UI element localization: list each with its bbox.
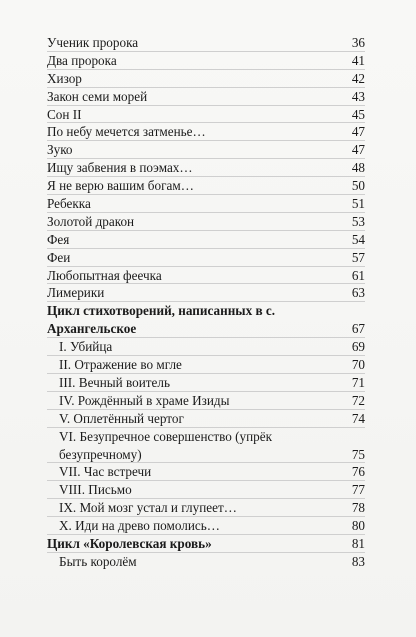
toc-subentry-title: II. Отражение во мгле bbox=[59, 357, 182, 373]
toc-subentry bbox=[47, 553, 365, 571]
toc-entry-title: Ребекка bbox=[47, 196, 91, 212]
toc-entry bbox=[47, 284, 365, 302]
toc-subentry-page: 76 bbox=[351, 464, 365, 480]
toc-entry bbox=[47, 141, 365, 159]
toc-subentry bbox=[47, 463, 365, 481]
toc-entry-title: Ищу забвения в поэмах… bbox=[47, 160, 193, 176]
toc-entry-page: 41 bbox=[351, 52, 365, 68]
toc-cycle-heading bbox=[47, 535, 365, 553]
toc-entry bbox=[47, 159, 365, 177]
toc-cycle-title bbox=[47, 302, 275, 338]
toc-subentry-title: IV. Рождённый в храме Изиды bbox=[59, 392, 230, 408]
toc-entry bbox=[47, 213, 365, 231]
toc-entry-page: 42 bbox=[351, 70, 365, 86]
toc-subentry-page: 70 bbox=[351, 357, 365, 373]
toc-entry-title: По небу мечется затменье… bbox=[47, 124, 206, 140]
toc-subentry-page: 78 bbox=[351, 500, 365, 516]
toc-entry-page: 50 bbox=[351, 178, 365, 194]
toc-entry bbox=[47, 123, 365, 141]
toc-cycle-page: 67 bbox=[351, 321, 365, 337]
toc-entry-page: 54 bbox=[351, 231, 365, 247]
toc-subentry-title: X. Иди на древо помолись… bbox=[59, 518, 220, 534]
toc-entry-title: Хизор bbox=[47, 70, 82, 86]
toc-subentry bbox=[47, 356, 365, 374]
toc-entry-page: 57 bbox=[351, 249, 365, 265]
toc-subentry-page: 69 bbox=[351, 339, 365, 355]
toc-subentry-page: 75 bbox=[351, 446, 365, 462]
toc-subentry-title-line1: VI. Безупречное совершенство (упрёк bbox=[59, 428, 273, 444]
toc-entry-title: Феи bbox=[47, 249, 71, 265]
toc-subentry-page: 74 bbox=[351, 410, 365, 426]
toc-subentry bbox=[47, 410, 365, 428]
toc-entry bbox=[47, 88, 365, 106]
toc-cycle-page: 81 bbox=[351, 535, 365, 551]
toc-entry-page: 61 bbox=[351, 267, 365, 283]
toc-entry bbox=[47, 106, 365, 124]
toc-entry-page: 45 bbox=[351, 106, 365, 122]
toc-entry-title: Ученик пророка bbox=[47, 35, 139, 50]
toc-subentry-title: V. Оплетённый чертог bbox=[59, 410, 184, 426]
toc-entry-page: 36 bbox=[351, 35, 365, 50]
toc-subentry-title: IX. Мой мозг устал и глупеет… bbox=[59, 500, 237, 516]
toc-entry bbox=[47, 195, 365, 213]
toc-subentry-page: 72 bbox=[351, 392, 365, 408]
toc-subentry-title: I. Убийца bbox=[59, 339, 113, 355]
toc-subentry-title-line2: безупречному) bbox=[59, 446, 142, 462]
toc-entry-page: 48 bbox=[351, 160, 365, 176]
toc-subentry bbox=[47, 481, 365, 499]
toc-entry-title: Я не верю вашим богам… bbox=[47, 178, 194, 194]
toc-cycle-title-line2: Архангельское bbox=[47, 321, 137, 337]
toc-subentry-title: III. Вечный воитель bbox=[59, 374, 170, 390]
toc-entry-page: 51 bbox=[351, 196, 365, 212]
toc-entry-title: Лимерики bbox=[47, 285, 105, 301]
toc-subentry-title: Быть королём bbox=[59, 553, 137, 569]
toc-entry-page: 47 bbox=[351, 124, 365, 140]
toc-cycle-heading bbox=[47, 302, 365, 338]
toc-entry-page: 63 bbox=[351, 285, 365, 301]
toc-entry-title: Закон семи морей bbox=[47, 88, 148, 104]
toc-subentry bbox=[47, 428, 365, 464]
toc-cycle-title: Цикл «Королевская кровь» bbox=[47, 535, 212, 551]
toc-entry bbox=[47, 231, 365, 249]
toc-entry bbox=[47, 52, 365, 70]
toc-entry-title: Золотой дракон bbox=[47, 213, 135, 229]
toc-subentry bbox=[47, 392, 365, 410]
toc-entry-title: Зуко bbox=[47, 142, 73, 158]
toc-entry-title: Фея bbox=[47, 231, 70, 247]
toc-subentry-page: 77 bbox=[351, 482, 365, 498]
toc-entry bbox=[47, 267, 365, 285]
toc-entry-title: Два пророка bbox=[47, 52, 117, 68]
toc-subentry-title: VII. Час встречи bbox=[59, 464, 152, 480]
toc-subentry bbox=[47, 499, 365, 517]
toc-entry-page: 47 bbox=[351, 142, 365, 158]
toc-subentry bbox=[47, 374, 365, 392]
toc-entry bbox=[47, 249, 365, 267]
toc-subentry-title: VIII. Письмо bbox=[59, 482, 132, 498]
toc-subentry-page: 83 bbox=[351, 553, 365, 569]
toc-entry-page: 53 bbox=[351, 213, 365, 229]
toc-entry-page: 43 bbox=[351, 88, 365, 104]
toc-entry bbox=[47, 177, 365, 195]
toc-subentry-page: 80 bbox=[351, 518, 365, 534]
toc-entry-title: Сон II bbox=[47, 106, 82, 122]
toc-subentry-page: 71 bbox=[351, 374, 365, 390]
table-of-contents bbox=[47, 34, 365, 571]
toc-subentry-title bbox=[59, 428, 272, 464]
toc-entry-title: Любопытная феечка bbox=[47, 267, 162, 283]
toc-cycle-title-line1: Цикл стихотворений, написанных в с. bbox=[47, 303, 276, 319]
toc-entry bbox=[47, 34, 365, 52]
toc-entry bbox=[47, 70, 365, 88]
toc-subentry bbox=[47, 338, 365, 356]
toc-subentry bbox=[47, 517, 365, 535]
